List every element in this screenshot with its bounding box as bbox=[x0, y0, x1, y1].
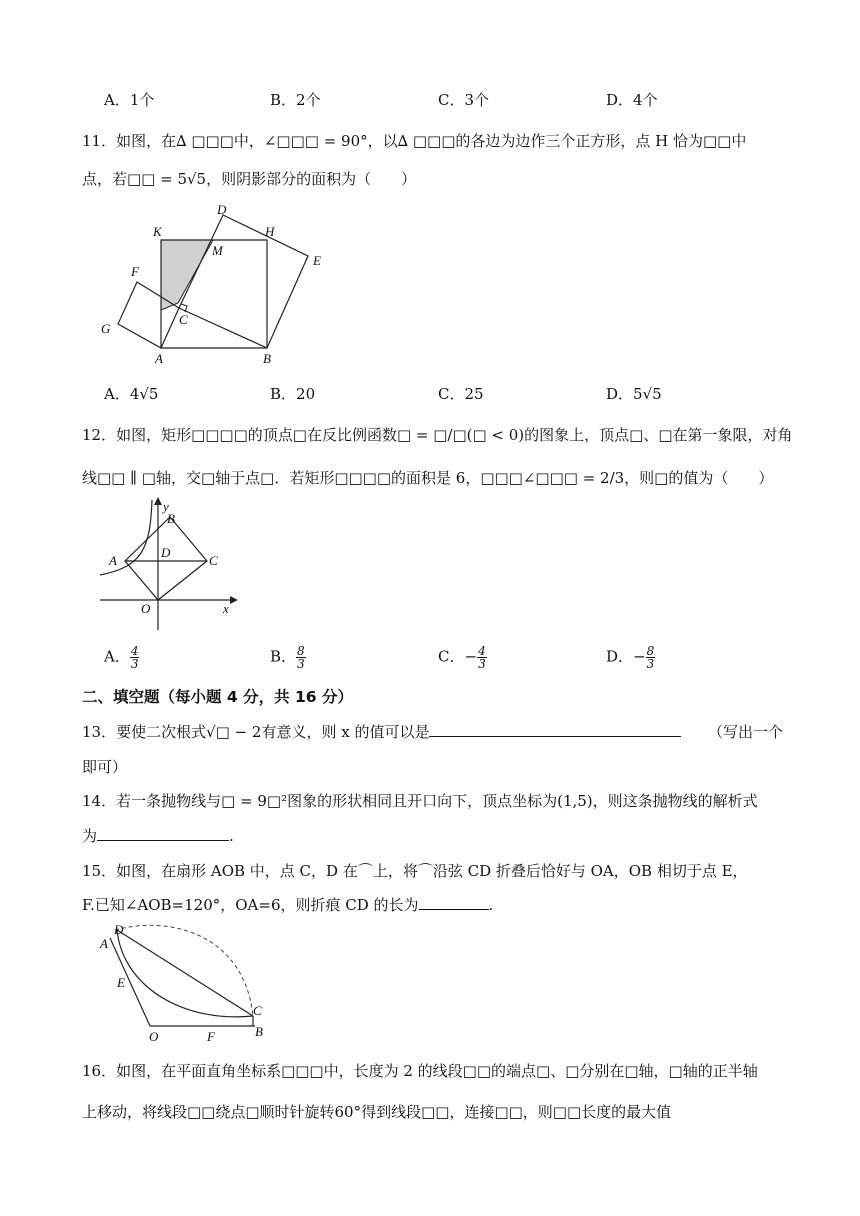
q15-label-c: C bbox=[253, 1003, 262, 1018]
q15-figure bbox=[95, 918, 275, 1043]
q12-option-b bbox=[270, 645, 306, 670]
q15-line2 bbox=[82, 894, 493, 915]
q11-label-k: K bbox=[153, 224, 162, 239]
q12-x-arrow bbox=[230, 596, 238, 604]
q12-option-c-sign: − bbox=[464, 647, 478, 666]
q11-label-d: D bbox=[217, 202, 227, 217]
q12-label-c: C bbox=[209, 553, 218, 568]
q12-option-d-letter: D． bbox=[606, 647, 634, 666]
q12-text-line1: 12．如图，矩形□□□□的顶点□在反比例函数□ = □/□(□ < 0)的图象上，顶点□、□在第一象限，对角 bbox=[82, 426, 793, 444]
q11-shaded-region bbox=[161, 240, 213, 310]
q15-text-a: F.已知∠AOB=120°，OA=6，则折痕 CD 的长为 bbox=[82, 896, 419, 914]
q11-square-bcde bbox=[179, 215, 308, 348]
q11-text-line1: 11．如图，在∆ □□□中，∠□□□ = 90°，以∆ □□□的各边为边作三个正方形，点 H 恰为□□中 bbox=[82, 132, 747, 150]
q11-label-b: B bbox=[263, 351, 271, 366]
q11-label-f: F bbox=[131, 264, 139, 279]
q15-radius-oa bbox=[110, 938, 150, 1026]
q13-text-a: 13．要使二次根式√□ − 2有意义，则 x 的值可以是 bbox=[82, 723, 430, 741]
q11-label-h: H bbox=[265, 224, 275, 239]
q12-option-d-sign: − bbox=[633, 647, 646, 666]
q13-line1 bbox=[82, 721, 681, 742]
q12-option-d-num: 8 bbox=[646, 644, 655, 658]
q12-hyperbola bbox=[100, 500, 152, 575]
q15-label-d: D bbox=[114, 922, 124, 937]
q15-label-b: B bbox=[255, 1024, 263, 1039]
q15-label-e: E bbox=[117, 975, 125, 990]
q12-label-y: y bbox=[163, 499, 169, 514]
q12-option-c-fraction bbox=[477, 645, 487, 670]
q10-option-b: B．2个 bbox=[270, 91, 321, 109]
q11-label-m: M bbox=[212, 243, 223, 258]
q12-option-d-den: 3 bbox=[646, 657, 655, 671]
q12-option-a-letter: A． bbox=[104, 647, 130, 666]
q11-figure bbox=[95, 200, 345, 370]
q10-option-d: D．4个 bbox=[606, 91, 658, 109]
q12-label-d: D bbox=[161, 545, 171, 560]
q14-answer-blank[interactable] bbox=[97, 826, 229, 841]
q14-line2 bbox=[82, 825, 234, 846]
q15-label-o: O bbox=[149, 1029, 159, 1043]
q12-option-a bbox=[104, 645, 139, 670]
q14-text-line1: 14．若一条抛物线与□ = 9□²图象的形状相同且开口向下，顶点坐标为(1,5)，则这条抛物线的解析式 bbox=[82, 792, 758, 810]
q11-option-c: C．25 bbox=[438, 385, 484, 403]
q12-option-d bbox=[606, 645, 655, 670]
q11-option-b: B．20 bbox=[270, 385, 316, 403]
q12-text-line2: 线□□ ∥ □轴，交□轴于点□．若矩形□□□□的面积是 6，□□□∠□□□ = 2/3，则□的值为（ ） bbox=[82, 469, 774, 487]
q12-option-a-fraction bbox=[130, 645, 140, 670]
q12-option-b-num: 8 bbox=[297, 644, 305, 658]
q12-option-c-num: 4 bbox=[478, 644, 486, 658]
q12-option-c bbox=[438, 645, 487, 670]
q13-text-line2: 即可） bbox=[82, 758, 128, 776]
q13-answer-blank[interactable] bbox=[429, 722, 681, 737]
q15-text-b: . bbox=[488, 896, 494, 914]
q12-option-a-num: 4 bbox=[130, 644, 139, 658]
q12-label-a: A bbox=[109, 553, 117, 568]
section2-title: 二、填空题（每小题 4 分，共 16 分） bbox=[82, 688, 353, 706]
q12-option-a-den: 3 bbox=[130, 657, 139, 671]
q12-option-d-fraction bbox=[646, 645, 656, 670]
q12-option-c-den: 3 bbox=[478, 657, 486, 671]
q11-option-a: A．4√5 bbox=[104, 385, 159, 403]
q12-option-b-letter: B． bbox=[270, 647, 297, 666]
q12-label-b: B bbox=[167, 511, 175, 526]
q11-option-d: D．5√5 bbox=[606, 385, 662, 403]
q15-chord-cd bbox=[117, 930, 253, 1016]
q12-figure bbox=[95, 495, 245, 635]
q15-answer-blank[interactable] bbox=[419, 895, 489, 910]
q15-label-a: A bbox=[100, 936, 108, 951]
q14-text-a: 为 bbox=[82, 827, 98, 845]
q11-label-g: G bbox=[101, 321, 111, 336]
q12-y-arrow bbox=[154, 497, 162, 505]
q11-label-a: A bbox=[155, 351, 163, 366]
q12-label-o: O bbox=[141, 601, 151, 616]
q16-text-line1: 16．如图，在平面直角坐标系□□□中，长度为 2 的线段□□的端点□、□分别在□轴，□轴的正半轴 bbox=[82, 1062, 758, 1080]
q15-text-line1: 15．如图，在扇形 AOB 中，点 C，D 在⌒上，将⌒沿弦 CD 折叠后恰好与 OA，OB 相切于点 E， bbox=[82, 862, 748, 880]
q15-label-f: F bbox=[207, 1029, 215, 1043]
q11-text-line2: 点，若□□ = 5√5，则阴影部分的面积为（ ） bbox=[82, 170, 417, 188]
q11-label-e: E bbox=[313, 253, 321, 268]
q12-label-x: x bbox=[223, 601, 229, 616]
q12-option-c-letter: C． bbox=[438, 647, 465, 666]
q12-option-b-den: 3 bbox=[297, 657, 305, 671]
q11-label-c: C bbox=[179, 312, 188, 327]
q12-option-b-fraction bbox=[296, 645, 306, 670]
q16-text-line2: 上移动，将线段□□绕点□顺时针旋转60°得到线段□□，连接□□，则□□长度的最大值 bbox=[82, 1103, 672, 1121]
q14-text-b: . bbox=[229, 827, 234, 845]
q10-option-a: A．1个 bbox=[104, 91, 155, 109]
q10-option-c: C．3个 bbox=[438, 91, 490, 109]
q13-text-b: （写出一个 bbox=[708, 723, 784, 741]
